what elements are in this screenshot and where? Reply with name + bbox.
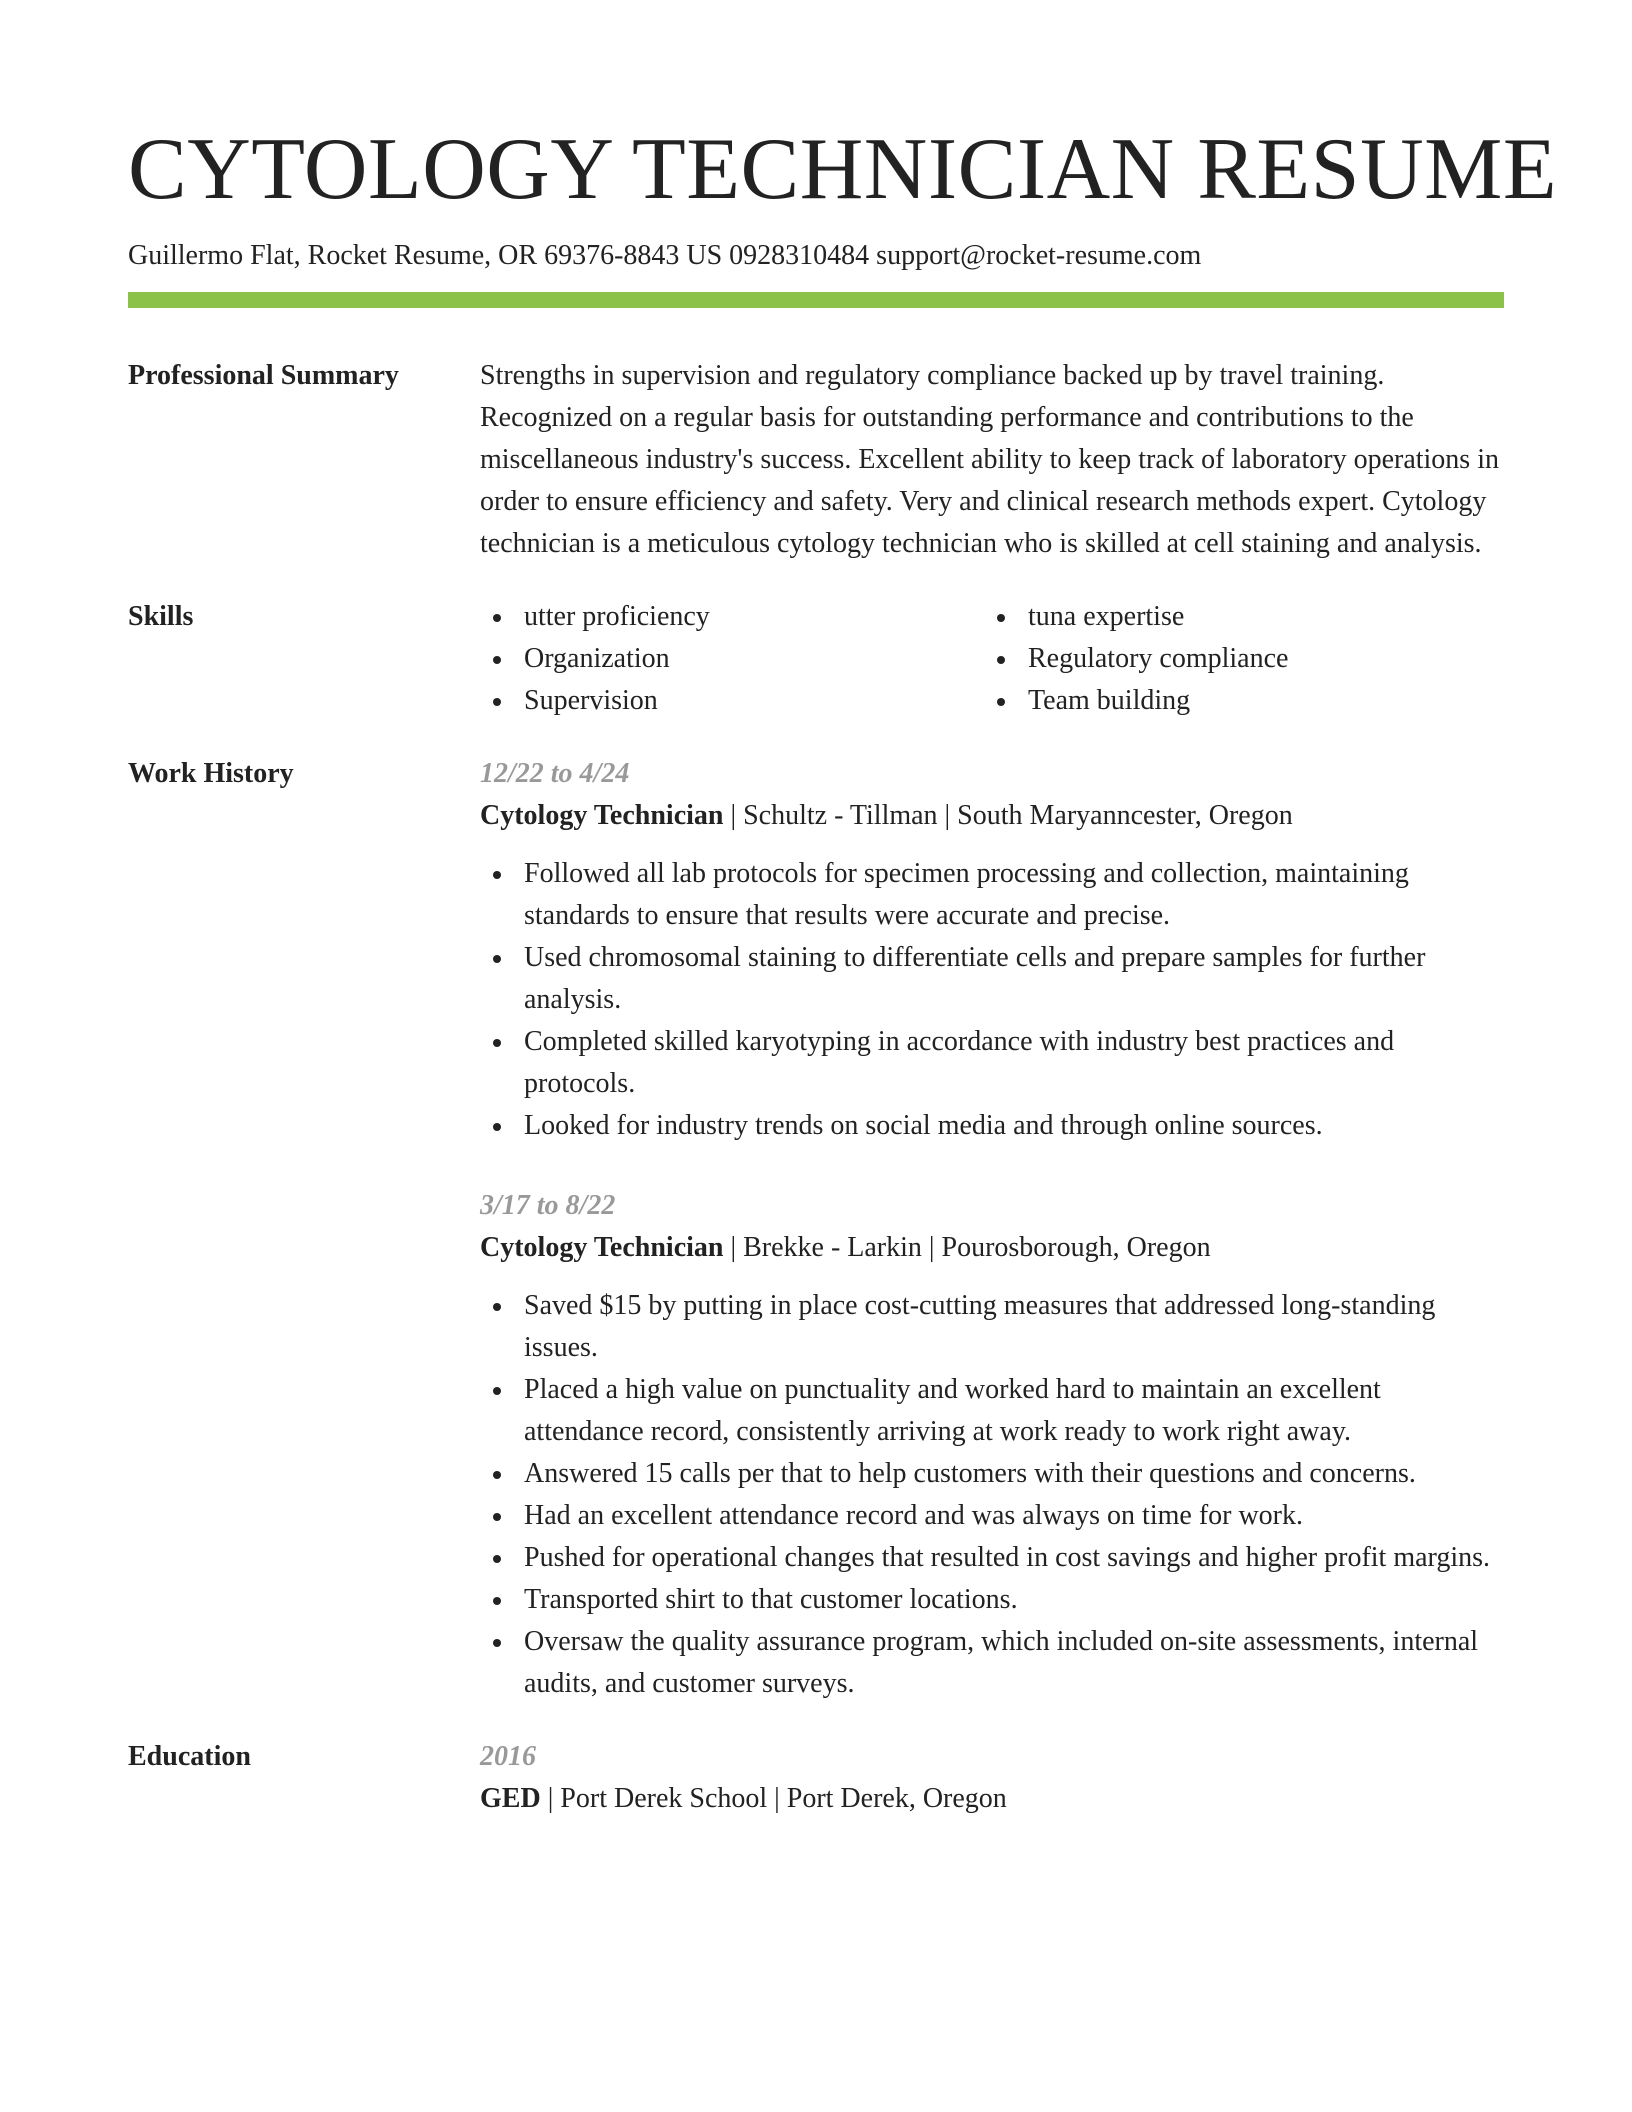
summary-section bbox=[128, 355, 1504, 565]
job-entry bbox=[480, 753, 1504, 1147]
skill-item: tuna expertise bbox=[984, 596, 1488, 638]
job-bullet: Completed skilled karyotyping in accordance with industry best practices and protocols. bbox=[480, 1021, 1504, 1105]
job-role: Cytology Technician bbox=[480, 800, 724, 831]
skill-item: Team building bbox=[984, 680, 1488, 722]
job-title-line bbox=[480, 795, 1504, 837]
education-line bbox=[480, 1778, 1504, 1820]
education-label: Education bbox=[128, 1741, 251, 1772]
job-bullet: Oversaw the quality assurance program, which included on-site assessments, internal audits, and customer surveys. bbox=[480, 1621, 1504, 1705]
work-history-content bbox=[480, 753, 1504, 1705]
education-content bbox=[480, 1736, 1504, 1820]
contact-info: Guillermo Flat, Rocket Resume, OR 69376-8843 US 0928310484 support@rocket-resume.com bbox=[128, 240, 1202, 271]
job-bullet: Saved $15 by putting in place cost-cutting measures that addressed long-standing issues. bbox=[480, 1285, 1504, 1369]
job-bullet: Had an excellent attendance record and was always on time for work. bbox=[480, 1495, 1504, 1537]
job-bullet: Placed a high value on punctuality and worked hard to maintain an excellent attendance record, consistently arriving at work ready to work right away. bbox=[480, 1369, 1504, 1453]
education-year: 2016 bbox=[480, 1741, 536, 1772]
job-dates: 3/17 to 8/22 bbox=[480, 1190, 616, 1221]
education-section bbox=[128, 1736, 1504, 1820]
education-school: | Port Derek School | Port Derek, Oregon bbox=[540, 1783, 1007, 1814]
job-dates: 12/22 to 4/24 bbox=[480, 758, 630, 789]
skill-item: Regulatory compliance bbox=[984, 638, 1488, 680]
job-bullet: Looked for industry trends on social media and through online sources. bbox=[480, 1105, 1504, 1147]
summary-label: Professional Summary bbox=[128, 360, 399, 391]
page-title: CYTOLOGY TECHNICIAN RESUME bbox=[128, 121, 1558, 218]
skills-label: Skills bbox=[128, 601, 194, 632]
job-bullet: Pushed for operational changes that resulted in cost savings and higher profit margins. bbox=[480, 1537, 1504, 1579]
job-bullets bbox=[480, 1285, 1504, 1705]
job-title-line bbox=[480, 1227, 1504, 1269]
skill-item: Organization bbox=[480, 638, 984, 680]
job-bullet: Transported shirt to that customer locations. bbox=[480, 1579, 1504, 1621]
skill-item: Supervision bbox=[480, 680, 984, 722]
job-bullets bbox=[480, 853, 1504, 1147]
job-bullet: Followed all lab protocols for specimen processing and collection, maintaining standards to ensure that results were accurate and precise. bbox=[480, 853, 1504, 937]
job-role: Cytology Technician bbox=[480, 1232, 724, 1263]
education-degree: GED bbox=[480, 1783, 541, 1814]
job-entry bbox=[480, 1185, 1504, 1705]
job-bullet: Used chromosomal staining to differentiate cells and prepare samples for further analysis. bbox=[480, 937, 1504, 1021]
skills-content bbox=[480, 596, 1504, 722]
header-divider bbox=[128, 292, 1504, 308]
skills-list bbox=[480, 596, 1504, 722]
skills-section bbox=[128, 596, 1504, 722]
skill-item: utter proficiency bbox=[480, 596, 984, 638]
work-history-section bbox=[128, 753, 1504, 1705]
resume-page bbox=[128, 118, 1558, 1820]
job-employer: | Schultz - Tillman | South Maryanncester, Oregon bbox=[723, 800, 1293, 831]
summary-text: Strengths in supervision and regulatory compliance backed up by travel training. Recognized on a regular basis for outstanding performance and contributions to the miscellaneous industry's success. Excellent ability to keep track of laboratory operations in order to ensure efficiency and safety. Very and clinical research methods expert. Cytology technician is a meticulous cytology technician who is skilled at cell staining and analysis. bbox=[480, 360, 1499, 559]
job-employer: | Brekke - Larkin | Pourosborough, Oregon bbox=[723, 1232, 1211, 1263]
job-bullet: Answered 15 calls per that to help customers with their questions and concerns. bbox=[480, 1453, 1504, 1495]
work-history-label: Work History bbox=[128, 758, 294, 789]
